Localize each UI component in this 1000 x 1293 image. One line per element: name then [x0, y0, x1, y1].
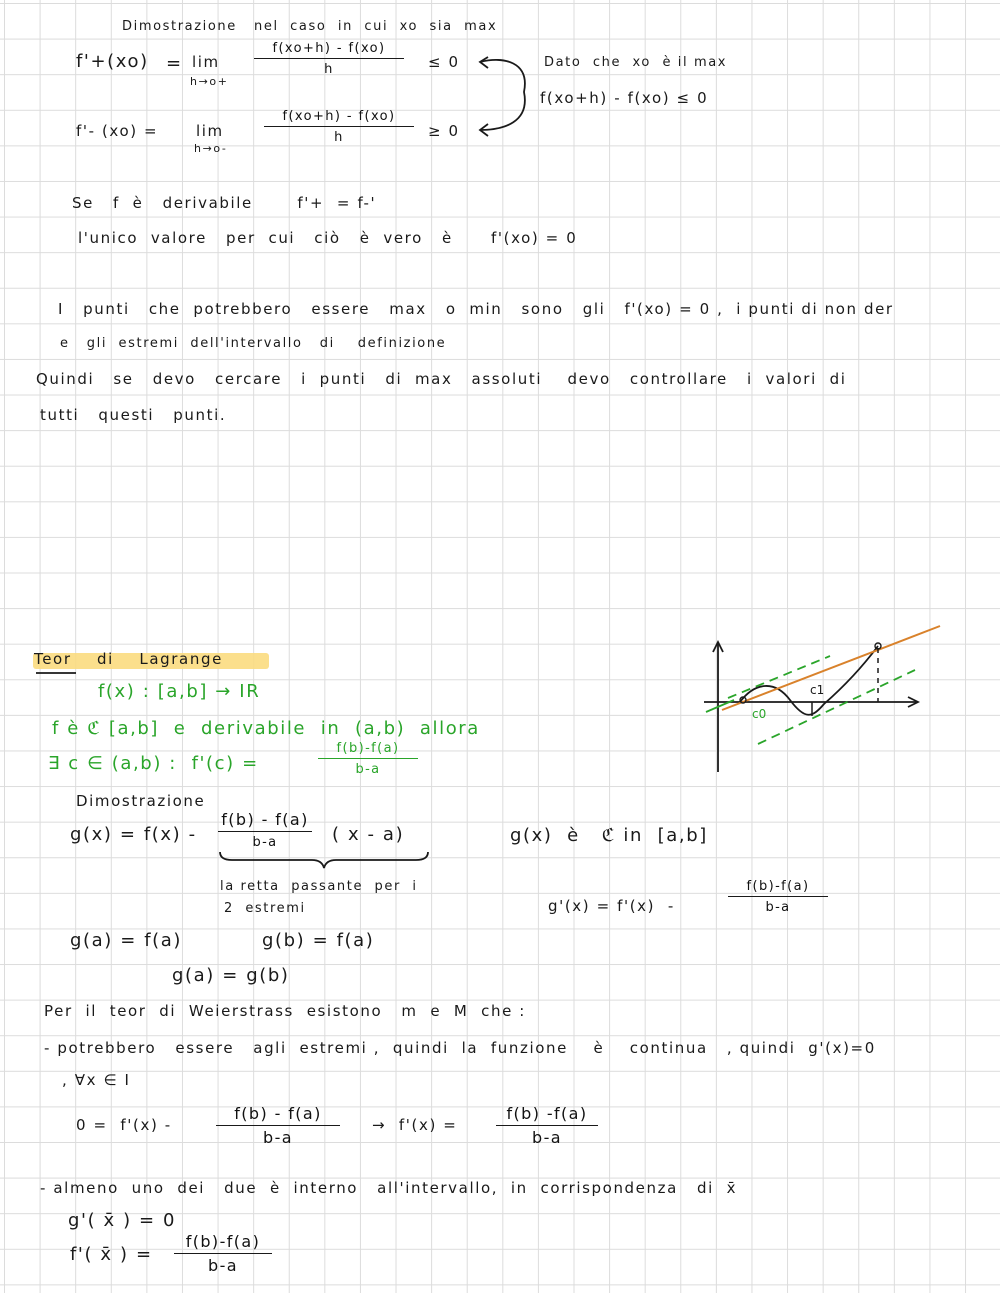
fraction-bar [218, 831, 312, 832]
fraction-bar [174, 1253, 272, 1254]
candidate-points-line-2: e gli estremi dell'intervallo di definizione [60, 336, 447, 351]
equation-num-2: f(b) -f(a) [506, 1104, 588, 1123]
function-definition: f(x) : [a,b] → IR [98, 681, 261, 702]
left-quotient-den: h [334, 130, 344, 145]
fprime-xbar-fraction [174, 1234, 272, 1274]
lagrange-title: Teor di Lagrange [34, 650, 223, 668]
gprime-fraction [728, 880, 828, 914]
fraction-bar [254, 58, 404, 59]
ge-zero: ≥ 0 [428, 122, 460, 140]
fprime-xbar-lhs: f'( x̄ ) = [70, 1244, 153, 1265]
note-inequality: f(xo+h) - f(xo) ≤ 0 [540, 89, 709, 107]
proof-title: Dimostrazione nel caso in cui xo sia max [122, 19, 498, 34]
conclusion-line: Quindi se devo cercare i punti di max assoluti devo controllare i valori di [36, 370, 847, 388]
case-endpoints: - potrebbero essere agli estremi , quindi la funzione è continua , quindi g'(x)=0 [44, 1039, 876, 1057]
fprime-xbar-den: b-a [208, 1256, 238, 1275]
g-at-a: g(a) = f(a) [70, 930, 183, 951]
thesis-fraction [318, 742, 418, 776]
g-definition-lhs: g(x) = f(x) - [70, 824, 197, 845]
right-quotient-num: f(xo+h) - f(xo) [272, 41, 386, 56]
equation-num: f(b) - f(a) [234, 1104, 322, 1123]
le-zero: ≤ 0 [428, 53, 460, 71]
brace-label-2: 2 estremi [224, 901, 306, 916]
thesis-lhs: ∃ c ∈ (a,b) : f'(c) = [48, 753, 259, 774]
derivability-line: Se f è derivabile f'+ = f-' [72, 194, 377, 212]
case-endpoints-forall: , ∀x ∈ I [62, 1071, 131, 1089]
function-curve [740, 646, 878, 715]
g-definition-rhs: ( x - a) [332, 824, 405, 845]
g-slope-den: b-a [252, 835, 278, 850]
underbrace [218, 850, 430, 872]
equation-implies: → f'(x) = [372, 1116, 458, 1134]
gprime-num: f(b)-f(a) [746, 879, 810, 894]
g-slope-fraction [218, 812, 312, 849]
equation-den: b-a [263, 1128, 293, 1147]
proof-title-2: Dimostrazione [76, 792, 206, 810]
candidate-points-line: I punti che potrebbero essere max o min sono gli f'(xo) = 0 , i punti di non der [58, 300, 894, 318]
case-interior: - almeno uno dei due è interno all'intervallo, in corrispondenza di x̄ [40, 1179, 738, 1197]
left-derivative-label: f'- (xo) = [76, 122, 159, 140]
right-derivative-label: f'+(xo) [76, 51, 149, 72]
gprime-xbar: g'( x̄ ) = 0 [68, 1210, 177, 1231]
fraction-bar [216, 1125, 340, 1126]
lim-plus: lim [192, 53, 220, 71]
lim-minus: lim [196, 122, 224, 140]
curved-arrows [474, 52, 544, 142]
conclusion-line-2: tutti questi punti. [40, 406, 227, 424]
fraction-bar [264, 126, 414, 127]
right-quotient-den: h [324, 62, 334, 77]
g-continuity: g(x) è ℭ in [a,b] [510, 825, 708, 846]
label-c1: c1 [810, 683, 825, 697]
left-quotient-num: f(xo+h) - f(xo) [282, 109, 396, 124]
lagrange-graph [700, 620, 950, 780]
right-diff-quotient [254, 42, 404, 76]
gprime-lhs: g'(x) = f'(x) - [548, 897, 675, 915]
unique-value-line: l'unico valore per cui ciò è vero è f'(xo) = 0 [78, 229, 578, 247]
g-equal-endpoints: g(a) = g(b) [172, 965, 290, 986]
g-at-b: g(b) = f(a) [262, 930, 375, 951]
label-c0: c0 [752, 707, 767, 721]
hypothesis: f è ℭ [a,b] e derivabile in (a,b) allora [52, 718, 480, 739]
tangent-c1 [758, 670, 915, 744]
equals-sign: = [166, 53, 183, 74]
thesis-den: b-a [355, 762, 381, 777]
weierstrass-line: Per il teor di Weierstrass esistono m e M che : [44, 1002, 526, 1020]
left-diff-quotient [264, 110, 414, 144]
equation-den-2: b-a [532, 1128, 562, 1147]
fraction-bar [728, 896, 828, 897]
g-slope-num: f(b) - f(a) [221, 810, 309, 829]
lim-minus-sub: h→o- [194, 142, 228, 155]
equation-fraction-2 [496, 1106, 598, 1146]
gprime-den: b-a [765, 900, 791, 915]
title-underline [36, 670, 76, 676]
thesis-num: f(b)-f(a) [336, 741, 400, 756]
equation-fraction [216, 1106, 340, 1146]
brace-label: la retta passante per i [220, 879, 418, 894]
note-max: Dato che xo è il max [544, 55, 728, 70]
fraction-bar [318, 758, 418, 759]
lim-plus-sub: h→o+ [190, 75, 229, 88]
fprime-xbar-num: f(b)-f(a) [185, 1232, 261, 1251]
fraction-bar [496, 1125, 598, 1126]
equation-lhs: 0 = f'(x) - [76, 1116, 172, 1134]
